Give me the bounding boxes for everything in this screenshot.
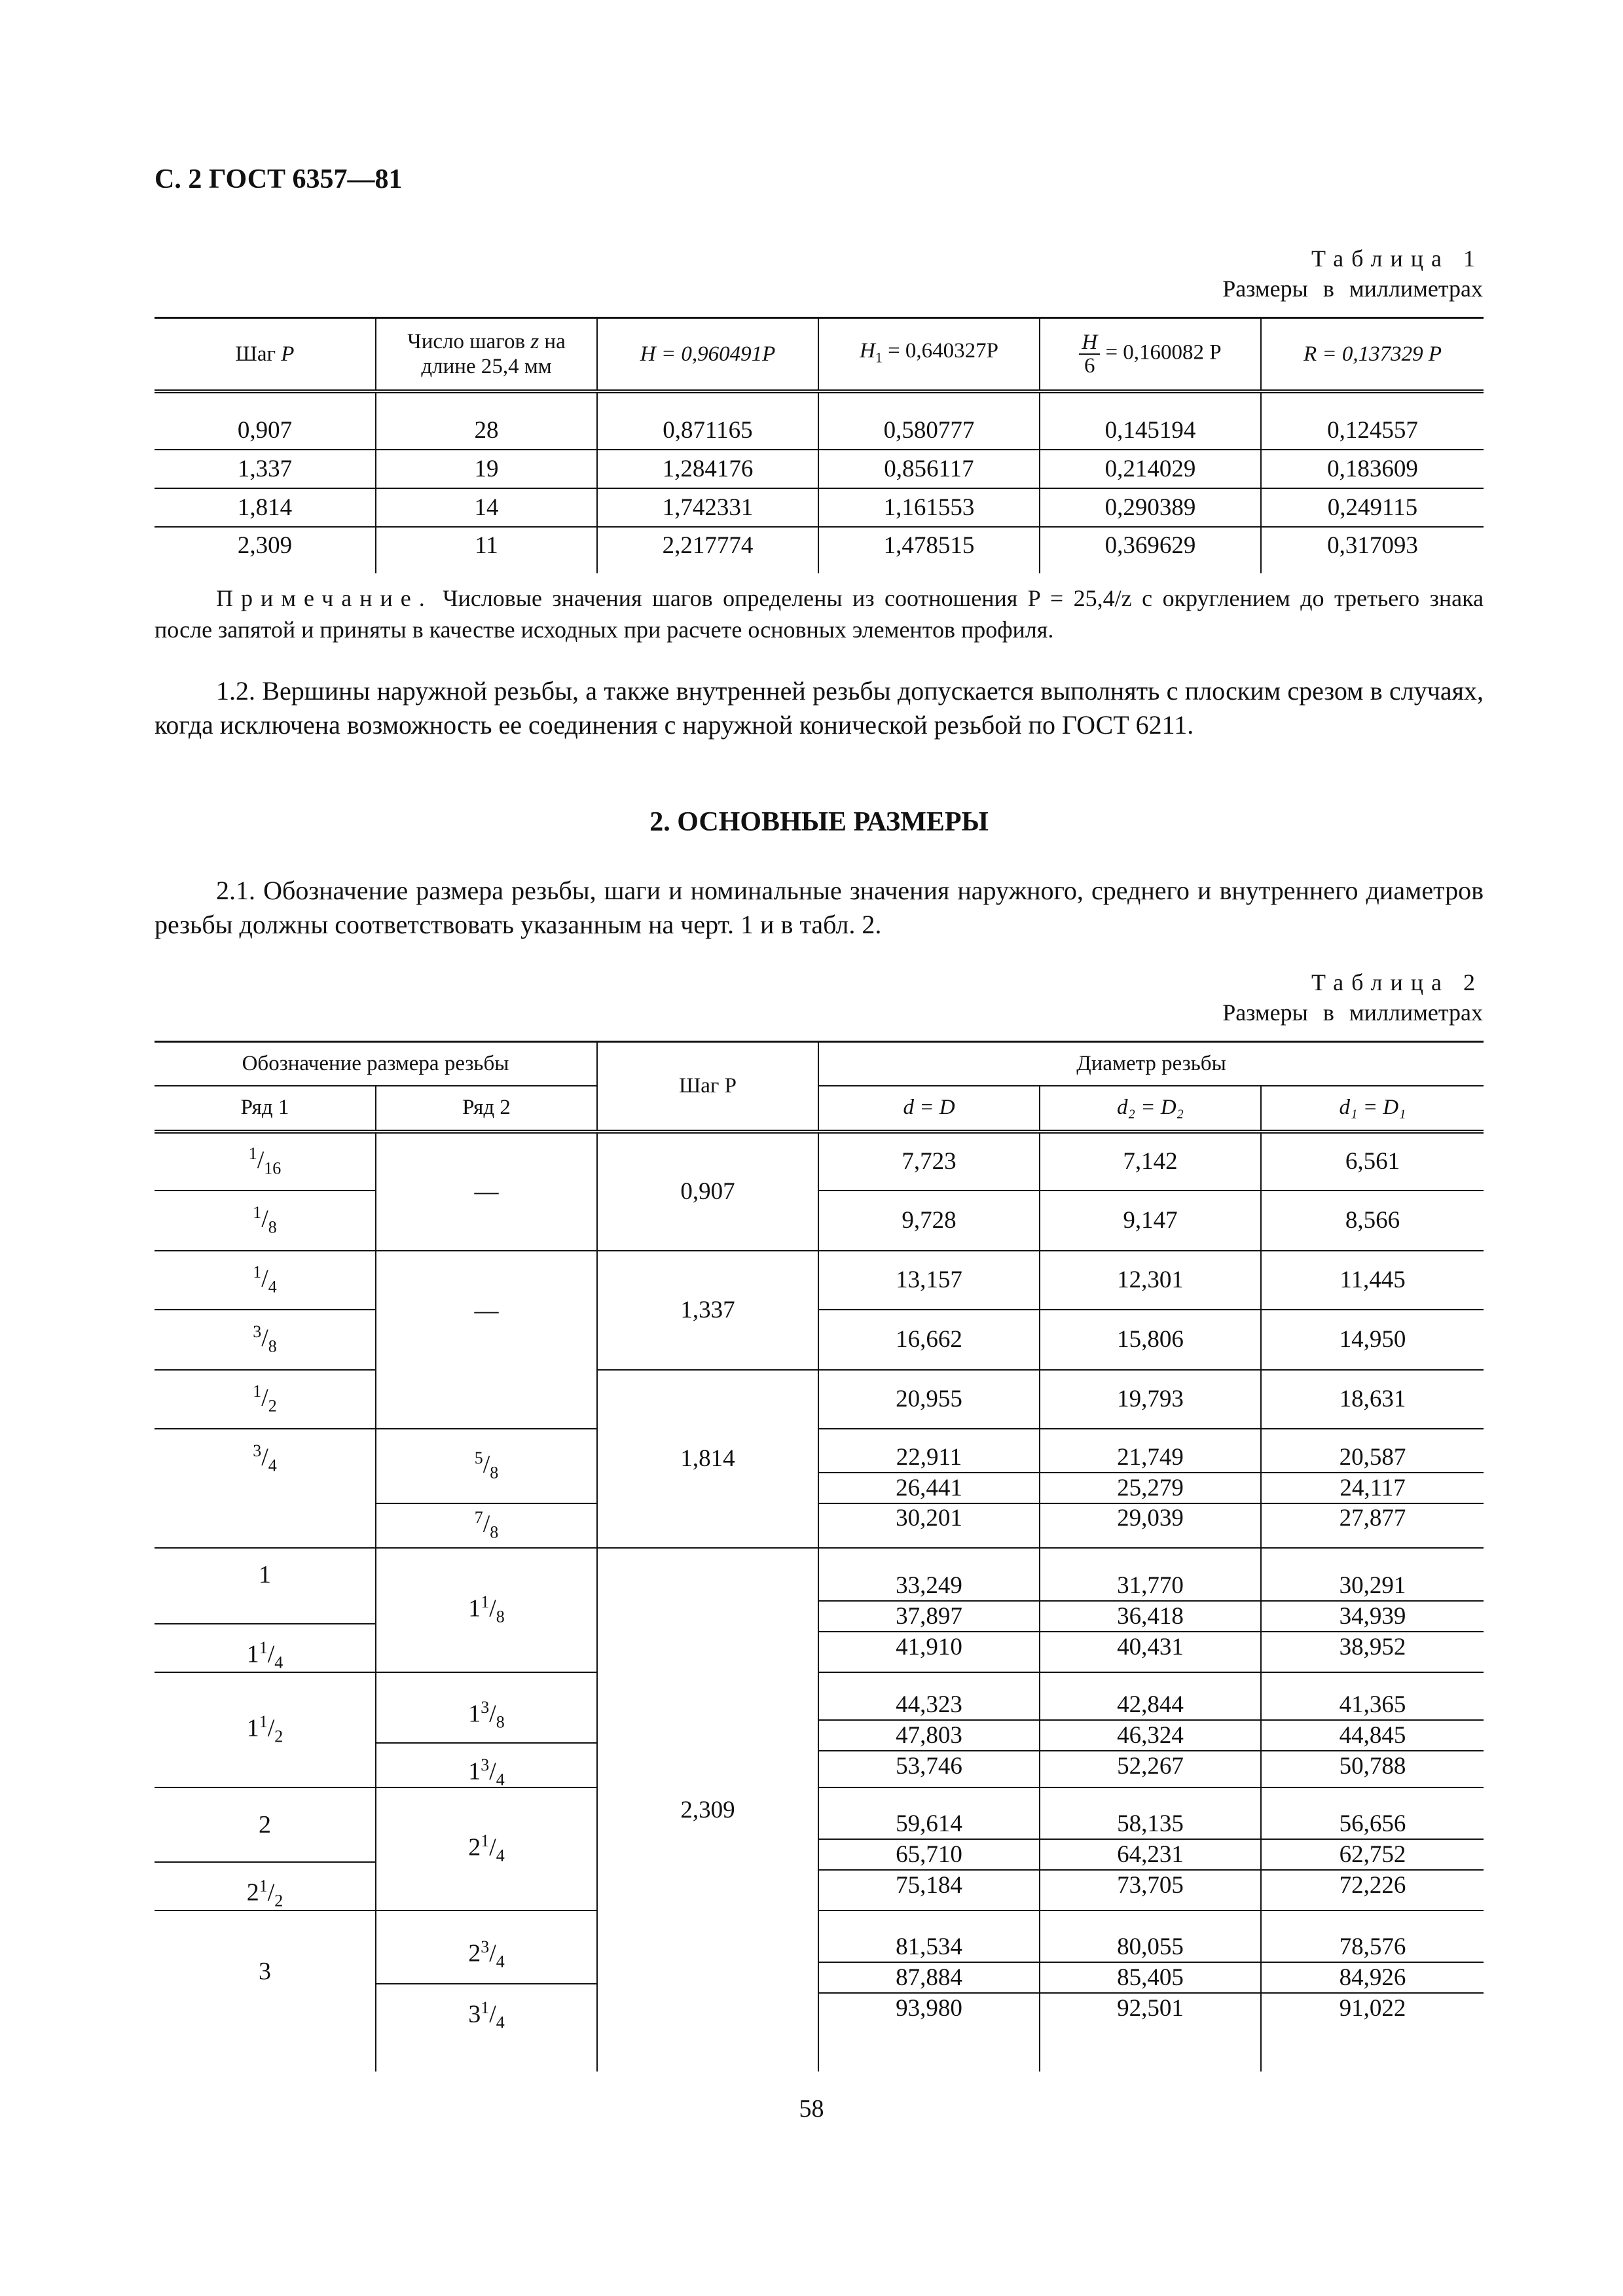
t2-step-0907: 0,907 [597,1132,818,1251]
table-row: 1,337 19 1,284176 0,856117 0,214029 0,183609 [155,450,1484,488]
table1-units: Размеры в миллиметрах [1222,276,1483,302]
t2-step-1814: 1,814 [597,1370,818,1548]
t2-header-designation: Обозначение размера резьбы [242,1051,509,1075]
t1-header-step: Шаг P [235,342,295,366]
t2-row2-1-3-8: $1^3/_8$ [376,1673,596,1744]
page-number: 58 [799,2095,824,2123]
t2-row1-2: 2 [155,1788,375,1863]
page-header: С. 2 ГОСТ 6357—81 [155,164,403,194]
t1-header-h: H = 0,960491P [597,318,818,392]
t1-header-r: R = 0,137329 P [1261,318,1484,392]
t2-row1-1-4: $^1/_4$ [253,1263,277,1297]
table-1 [155,317,1484,573]
table1-note [155,583,1484,645]
t2-row1-2-1-2: $2^1/_2$ [246,1876,283,1910]
t2-header-d1: d₁ = D₁ [1261,1086,1484,1132]
t1-header-h1: $H_1 = 0,640327P$ [818,318,1040,392]
t2-step-1337: 1,337 [597,1251,818,1370]
t2-header-row2: Ряд 2 [376,1086,597,1132]
note-text: Числовые значения шагов определены из соотношения P = 25,4/z с округлением до третьего знака после запятой и приняты в качестве исходных при расчете основных элементов профиля. [155,585,1484,643]
t2-header-row1: Ряд 1 [240,1096,289,1119]
paragraph-1-2: 1.2. Вершины наружной резьбы, а также внутренней резьбы допускается выполнять с плоским срезом в случаях, когда исключена возможность ее соединения с наружной конической резьбой по ГОСТ 6211. [155,676,1484,740]
t2-row2-2-3-4: $2^3/_4$ [376,1911,596,1984]
t2-row1-1-1-4: $1^1/_4$ [246,1638,283,1672]
t2-row2-dash: — [376,1251,597,1429]
note-label: Примечание. [216,585,433,611]
t1-header-h6: $\frac{H}{6}$ = 0,160082 P [1040,318,1261,392]
t2-header-d: d = D [818,1086,1040,1132]
table-2: Обозначение размера резьбы Шаг P Диаметр резьбы Ряд 1 Ряд 2 d = D d₂ = D₂ d₁ = D₁ $^1/_{16}$ — 0,907 7,723 7,142 6,561 $^1/_8$ 9,728 9,147 8,566 $^1/_4$ — 1,337 13,157 12,301 11,445 $^3/_8$ 16,662 15,806 14,950 $^1/_2$ 1,814 20,955 19,793 18,631 $^3/_4$ $^5/_8$ 22,911 26,441 21,749 25,279 20,587 24,117 $^7/_8$ 30,201 29,039 27,877 1 $1^1/_4$ $1^1/_8$ 2,309 33,249 37,897 41,910 31,770 36,418 40,431 30,291 34,939 38,952 $1^1/_2$ $1^3/_8$ $1^3/_4$ 44,323 47,803 53,746 42,844 46,324 52,267 41,365 44,845 50,788 2 $2^1/_2$ $2^1/_4$ 59,614 65,710 75,184 58,135 64,231 73,705 56,656 62,752 72,226 3 $2^3/_4$ $3^1/_4$ 81,534 87,884 93,980 80,055 85,405 92,501 78,576 84,926 91,022 [155,1041,1484,2072]
t2-row1-1-16: $^1/_{16}$ [248,1144,282,1178]
table2-caption-block [1222,967,1483,1028]
table1-caption-block [1222,243,1483,304]
table1-header-row [155,318,1484,392]
t2-row2-2-1-4: $2^1/_4$ [376,1787,597,1910]
t1-header-count: Число шагов z на длине 25,4 мм [376,318,597,392]
t2-step-2309: 2,309 [597,1548,818,2072]
table2-units: Размеры в миллиметрах [1222,999,1483,1026]
t2-header-d2: d₂ = D₂ [1040,1086,1261,1132]
t2-row2-7-8: $^7/_8$ [376,1503,597,1548]
t2-row1-1: 1 [155,1549,375,1624]
paragraph-2-1: 2.1. Обозначение размера резьбы, шаги и номинальные значения наружного, среднего и внутреннего диаметров резьбы должны соответствовать указанным на черт. 1 и в табл. 2. [155,876,1484,939]
table-row: 0,907 28 0,871165 0,580777 0,145194 0,124557 [155,412,1484,450]
t2-row1-3-8: $^3/_8$ [253,1322,277,1356]
t2-row2-5-8: $^5/_8$ [376,1429,597,1503]
t2-row2-1-1-8: $1^1/_8$ [376,1548,597,1672]
t2-header-step: Шаг P [597,1042,818,1132]
t2-row1-1-8: $^1/_8$ [253,1203,277,1237]
table-row: 1,814 14 1,742331 1,161553 0,290389 0,249115 [155,488,1484,527]
t2-row1-3: 3 [259,1957,271,1985]
table1-caption: Таблица 1 [1311,245,1483,272]
t2-row1-1-2: $^1/_2$ [253,1382,277,1416]
t2-row1-1-1-2: $1^1/_2$ [246,1712,283,1746]
section-title: 2. ОСНОВНЫЕ РАЗМЕРЫ [649,807,989,837]
t2-row2-dash: — [376,1132,597,1251]
t2-row1-3-4: $^3/_4$ [155,1429,376,1548]
t2-row2-1-3-4: $1^3/_4$ [468,1755,505,1789]
t2-row2-3-1-4: $3^1/_4$ [468,1998,505,2032]
t2-header-diameter: Диаметр резьбы [818,1042,1484,1086]
table2-caption: Таблица 2 [1311,969,1483,996]
table-row: 2,309 11 2,217774 1,478515 0,369629 0,317093 [155,527,1484,573]
